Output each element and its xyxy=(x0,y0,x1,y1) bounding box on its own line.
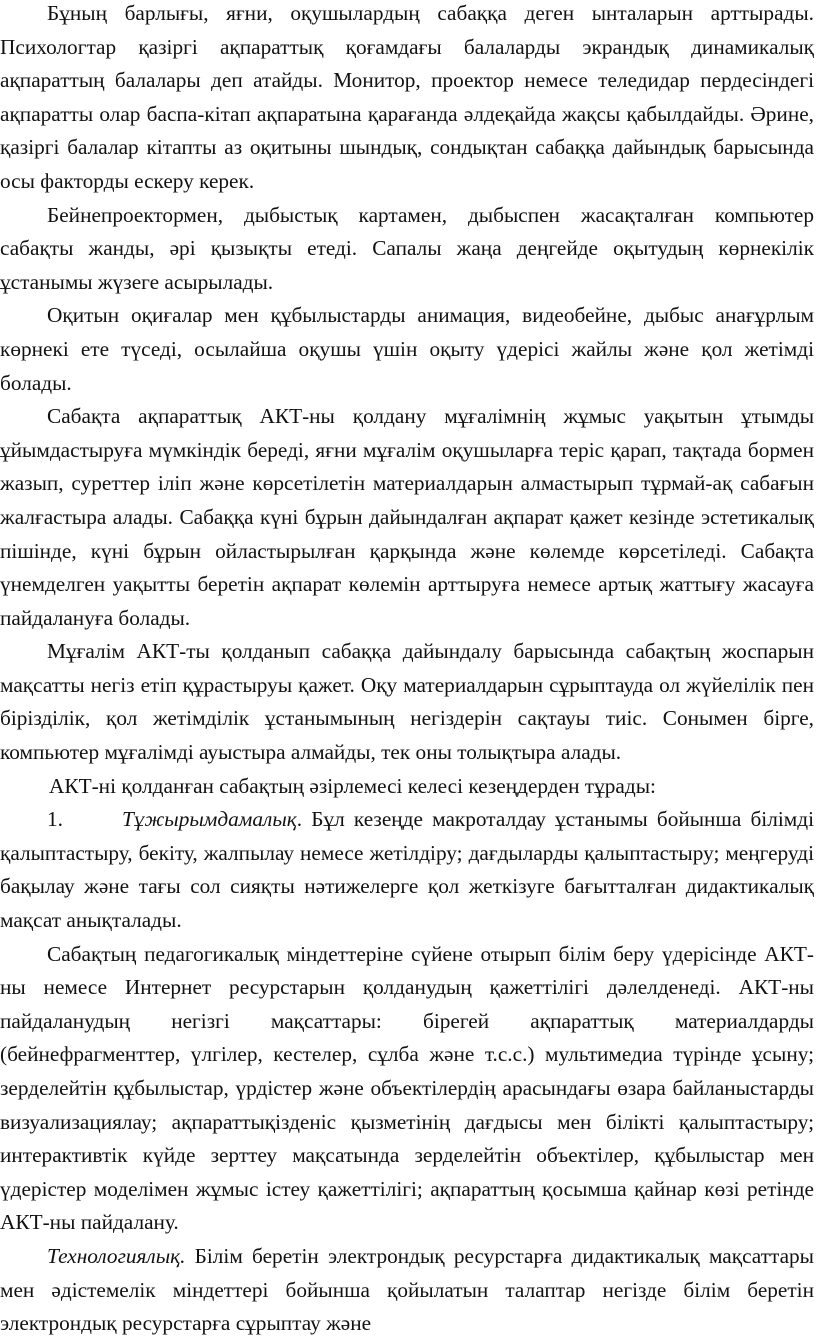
paragraph-3: Оқитын оқиғалар мен құбылыстарды анимация, видеобейне, дыбыс анағұрлым көрнекі ете түседі, осылайша оқушы үшін оқыту үдерісі жайлы және қол жетімді болады. xyxy=(0,303,814,395)
technological-item xyxy=(0,1240,814,1341)
paragraph-4: Сабақта ақпараттық АКТ-ны қолдану мұғалімнің жұмыс уақытын ұтымды ұйымдастыруға мүмкіндік береді, яғни мұғалім оқушыларға теріс қарап, тақтада бормен жазып, суреттер іліп және көрсетілетін материалдарын алмастырып тұрмай-ақ сабағын жалғастыра алады. Сабаққа күні бұрын дайындалған ақпарат қажет кезінде эстетикалық пішінде, күні бұрын ойластырылған қарқында және көлемде көрсетіледі. Сабақта үнемделген уақытты беретін ақпарат көлемін арттыруға немесе артық жаттығу жасауға пайдалануға болады. xyxy=(0,404,814,630)
item-text: . Бұл кезеңде макроталдау ұстанымы бойынша білімді қалыптастыру, бекіту, жалпылау немесе жетілдіру; дағдыларды қалыптастыру; меңгеруді бақылау және тағы сол сияқты нәтижелерге қол жеткізуге бағытталған дидактикалық мақсат анықталады. xyxy=(0,807,814,933)
item-number: 1. xyxy=(47,807,63,832)
paragraph-5: Мұғалім АКТ-ты қолданып сабаққа дайындалу барысында сабақтың жоспарын мақсатты негіз етіп құрастыруы қажет. Оқу материалдарын сұрыптауда ол жүйелілік пен біріздiлік, қол жетімділік ұстанымының негіздерін сақтауы тиіс. Сонымен бірге, компьютер мұғалімді ауыстыра алмайды, тек оны толықтыра алады. xyxy=(0,639,814,765)
paragraph-goals: Сабақтың педагогикалық міндеттеріне сүйене отырып білім беру үдерісінде АКТ-ны немесе Интернет ресурстарын қолданудың қажеттілігі дәлелденеді. АКТ-ны пайдаланудың негізгі мақсаттары: бірегей ақпараттық материалдарды (бейнефрагменттер, үлгілер, кестелер, сұлба және т.с.с.) мультимедиа түрінде ұсыну; зерделейтін құбылыстар, үрдістер және объектілердің арасындағы өзара байланыстарды визуализациялау; ақпараттықізденіс қызметінің дағдысы мен білікті қалыптастыру; интерактивтік күйде зерттеу мақсатында зерделейтін объектілер, құбылыстар мен үдерістер моделімен жұмыс істеу қажеттілігі; ақпараттың қосымша қайнар көзі ретінде АКТ-ны пайдалану. xyxy=(0,941,814,1235)
tech-text: Білім беретін электрондық ресурстарға дидактикалық мақсаттары мен әдістемелік міндеттері бойынша қойылатын талаптар негізде білім беретін электрондық ресурстарға сұрыптау және xyxy=(0,1243,814,1336)
paragraph-1: Бұның барлығы, яғни, оқушылардың сабаққа деген ынталарын арттырады. Психологтар қазіргі ақпараттық қоғамдағы балаларды экрандық динамикалық ақпараттың балалары деп атайды. Монитор, проектор немесе теледидар пердесіндегі ақпаратты олар баспа-кітап ақпаратына қарағанда әлдеқайда жақсы қабылдайды. Әрине, қазіргі балалар кітапты аз оқитыны шындық, сондықтан сабаққа дайындық барысында осы факторды ескеру керек. xyxy=(0,1,814,193)
paragraph-2: Бейнепроектормен, дыбыстық картамен, дыбыспен жасақталған компьютер сабақты жанды, әрі қызықты етеді. Сапалы жаңа деңгейде оқытудың көрнекілік ұстанымы жүзеге асырылады. xyxy=(0,202,814,294)
item-title: Тұжырымдамалық xyxy=(122,807,297,832)
numbered-item-1 xyxy=(0,803,814,937)
paragraph-stages-intro: АКТ-ні қолданған сабақтың әзірлемесі келесі кезеңдерден тұрады: xyxy=(49,773,656,798)
tech-title: Технологиялық. xyxy=(47,1243,186,1268)
